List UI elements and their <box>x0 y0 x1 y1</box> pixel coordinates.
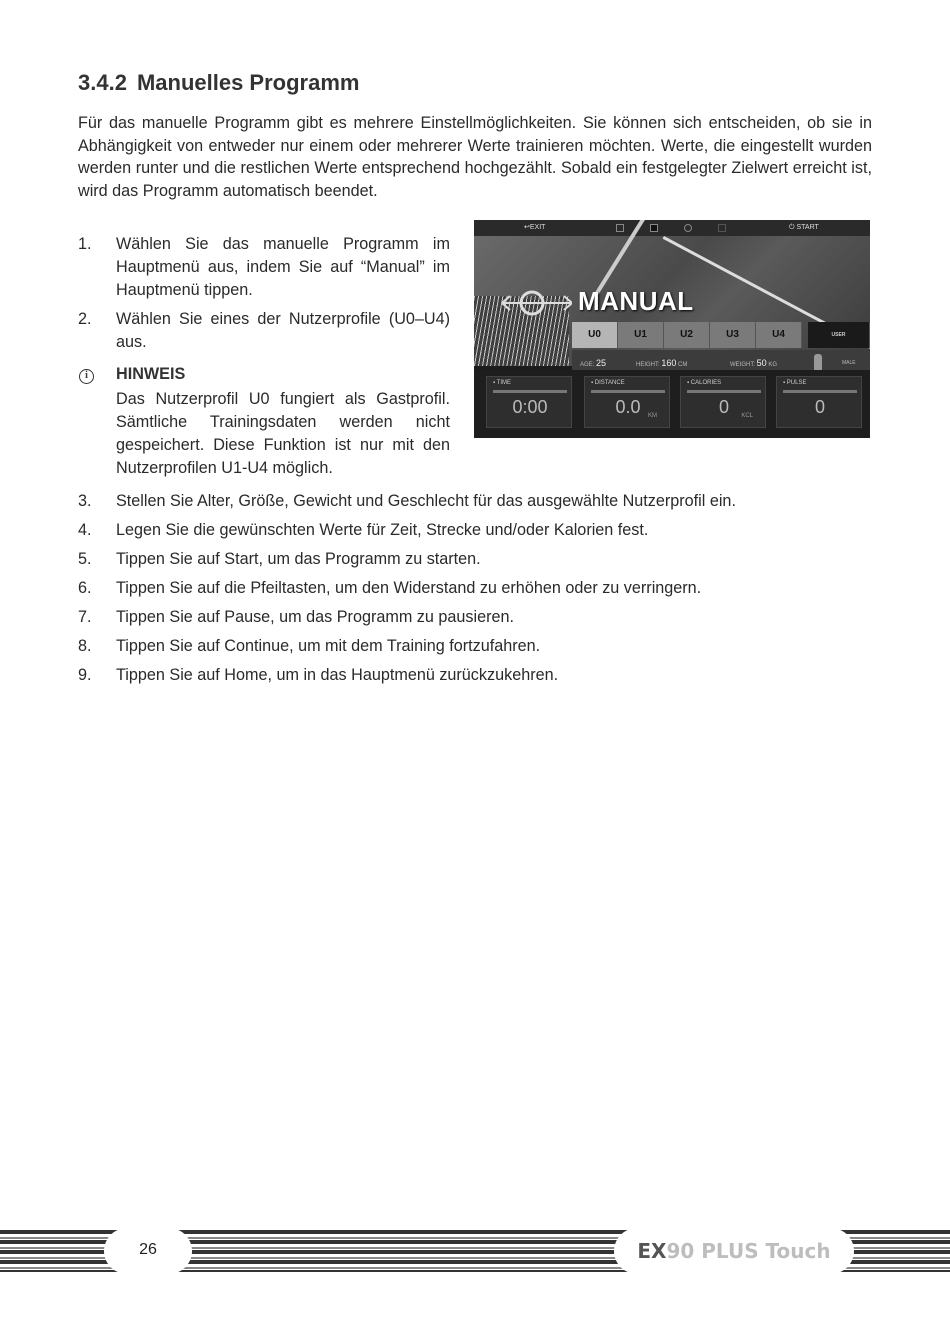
list-item <box>78 519 872 543</box>
screen-top-bar <box>474 220 870 236</box>
list-item <box>78 490 872 514</box>
list-number: 9. <box>78 666 92 684</box>
weight-field: WEIGHT: 50 KG <box>730 358 778 368</box>
list-text: Stellen Sie Alter, Größe, Gewicht und Geschlecht für das ausgewählte Nutzerprofil ein. <box>116 492 736 510</box>
height-field: HEIGHT: 160 CM <box>636 358 688 368</box>
section-number: 3.4.2 <box>78 70 127 95</box>
metric-label: ▪ CALORIES <box>687 380 722 386</box>
fan-icon <box>684 224 692 232</box>
list-number: 4. <box>78 521 92 539</box>
list-item <box>78 308 450 354</box>
list-item <box>78 548 872 572</box>
user-label: USER <box>808 322 870 348</box>
tab-u2: U2 <box>664 322 710 348</box>
list-number: 6. <box>78 579 92 597</box>
brand-logo: EX90 PLUS Touch <box>614 1228 854 1274</box>
list-text: Legen Sie die gewünschten Werte für Zeit, Strecke und/oder Kalorien fest. <box>116 521 649 539</box>
list-item <box>78 233 450 303</box>
metric-bar <box>591 390 665 393</box>
metric-label: ▪ TIME <box>493 380 512 386</box>
intro-paragraph: Für das manuelle Programm gibt es mehrere Einstellmöglichkeiten. Sie können sich entscheiden, ob sie in Abhängigkeit von entweder nur einem oder mehrerer Werte trainieren möchten. Werte, die eingestellt wurden werden runter und die restlichen Werte entsprechend hochgezählt. Sobald ein festgelegter Zielwert erreicht ist, wird das Programm automatisch beendet. <box>78 114 872 200</box>
tab-u1: U1 <box>618 322 664 348</box>
metric-bar <box>783 390 857 393</box>
metric-bar <box>687 390 761 393</box>
metric-panel <box>474 370 870 438</box>
list-item <box>78 577 872 601</box>
list-number: 7. <box>78 608 92 626</box>
tab-u4: U4 <box>756 322 802 348</box>
screen-background-image <box>474 236 870 366</box>
metric-label: ▪ DISTANCE <box>591 380 625 386</box>
list-number: 1. <box>78 235 92 253</box>
metric-time <box>486 376 572 428</box>
tab-u3: U3 <box>710 322 756 348</box>
list-number: 5. <box>78 550 92 568</box>
metric-calories <box>680 376 766 428</box>
metric-unit: KM <box>648 413 657 419</box>
list-text: Tippen Sie auf Start, um das Programm zu starten. <box>116 550 481 568</box>
metric-value: 0 <box>718 397 729 417</box>
list-text: Tippen Sie auf Continue, um mit dem Training fortzufahren. <box>116 637 541 655</box>
start-button: ⏻ START <box>789 224 819 231</box>
footer-stripes <box>150 1230 650 1272</box>
metric-pulse <box>776 376 862 428</box>
metric-value: 0 <box>814 397 825 417</box>
metric-bar <box>493 390 567 393</box>
settings-icon <box>718 224 726 232</box>
section-heading <box>78 70 359 96</box>
metric-value: 0.0 <box>615 397 641 417</box>
metric-distance <box>584 376 670 428</box>
list-item <box>78 635 872 659</box>
screen-title: MANUAL <box>578 286 694 316</box>
info-icon: i <box>79 369 94 384</box>
age-field: AGE: 25 <box>580 358 607 368</box>
list-text: Tippen Sie auf die Pfeiltasten, um den Widerstand zu erhöhen oder zu verringern. <box>116 579 702 597</box>
note-text: Das Nutzerprofil U0 fungiert als Gastprofil. Sämtliche Trainingsdaten werden nicht gespeichert. Diese Funktion ist nur mit den Nutzerprofilen U1-U4 möglich. <box>116 390 450 477</box>
exit-button: ↩EXIT <box>524 224 546 231</box>
bluetooth-icon <box>650 224 658 232</box>
list-number: 8. <box>78 637 92 655</box>
list-text: Wählen Sie eines der Nutzerprofile (U0–U4) aus. <box>116 310 450 351</box>
page-footer <box>0 1228 950 1274</box>
list-text: Wählen Sie das manuelle Programm im Hauptmenü aus, indem Sie auf “Manual” im Hauptmenü tippen. <box>116 235 450 299</box>
metric-label: ▪ PULSE <box>783 380 807 386</box>
metric-value: 0:00 <box>512 397 548 417</box>
manual-program-screenshot <box>474 220 870 438</box>
list-number: 3. <box>78 492 92 510</box>
gender-field: MALE <box>842 360 856 366</box>
list-text: Tippen Sie auf Home, um in das Hauptmenü zurückzukehren. <box>116 666 559 684</box>
list-item <box>78 606 872 630</box>
video-icon <box>616 224 624 232</box>
tab-u0: U0 <box>572 322 618 348</box>
program-arrow-icon <box>502 288 572 318</box>
list-number: 2. <box>78 310 92 328</box>
user-tabs <box>572 322 870 348</box>
list-item <box>78 664 872 688</box>
page-number: 26 <box>104 1228 192 1274</box>
list-text: Tippen Sie auf Pause, um das Programm zu pausieren. <box>116 608 515 626</box>
section-title: Manuelles Programm <box>136 70 360 95</box>
note-title: HINWEIS <box>116 365 186 383</box>
metric-unit: KCL <box>741 413 753 419</box>
